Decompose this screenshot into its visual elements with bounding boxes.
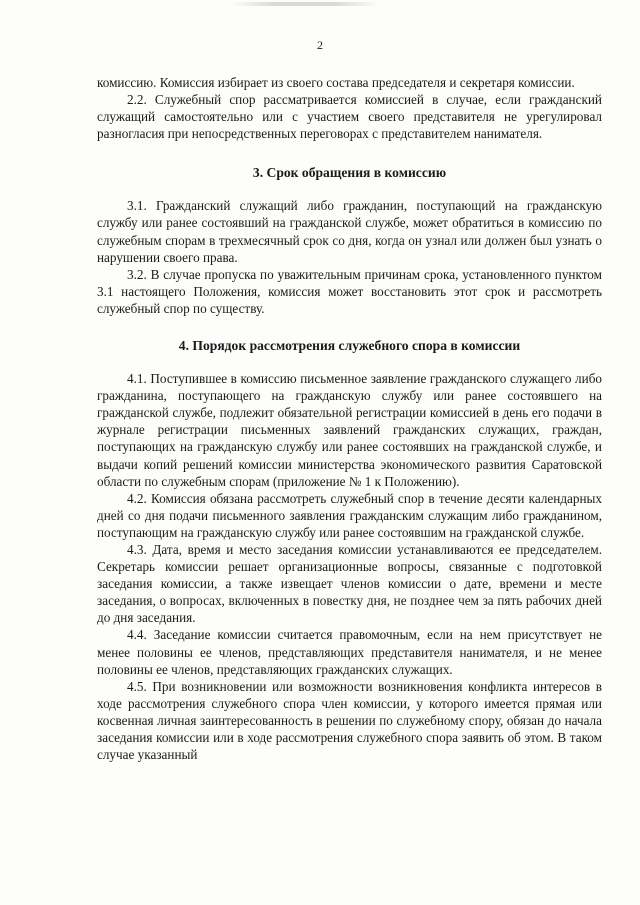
paragraph-2-2: 2.2. Служебный спор рассматривается комиссией в случае, если гражданский служащий самостоятельно или с участием своего представителя не урегулировал разногласия при непосредственных переговорах с представителем нанимателя. [97, 92, 602, 142]
page-number: 2 [317, 38, 323, 52]
paragraph-intro-continuation: комиссию. Комиссия избирает из своего состава председателя и секретаря комиссии. [97, 75, 575, 90]
paragraph-4-4: 4.4. Заседание комиссии считается правомочным, если на нем присутствует не менее половины ее членов, представляющих представителя нанимателя, и не менее половины ее членов, представляющих гражданских служащих. [97, 627, 602, 677]
paragraph-4-5: 4.5. При возникновении или возможности возникновения конфликта интересов в ходе рассмотрения служебного спора член комиссии, у которого имеется прямая или косвенная личная заинтересованность в решении по служебному спору, обязан до начала заседания комиссии или в ходе рассмотрения служебного спора заявить об этом. В таком случае указанный [97, 678, 602, 763]
paragraph-3-2: 3.2. В случае пропуска по уважительным причинам срока, установленного пунктом 3.1 настоящего Положения, комиссия может восстановить этот срок и рассмотреть служебный спор по существу. [97, 266, 602, 316]
paragraph-3-1: 3.1. Гражданский служащий либо гражданин, поступающий на гражданскую службу или ранее состоявший на гражданской службе, может обратиться в комиссию по служебным спорам в трехмесячный срок со дня, когда он узнал или должен был узнать о нарушении своего права. [97, 198, 602, 265]
paragraph-4-3: 4.3. Дата, время и место заседания комиссии устанавливаются ее председателем. Секретарь комиссии решает организационные вопросы, связанные с подготовкой заседания комиссии, а также извещает членов комиссии о дате, времени и месте заседания, о вопросах, включенных в повестку дня, не позднее чем за пять рабочих дней до дня заседания. [97, 541, 602, 626]
paragraph-4-2: 4.2. Комиссия обязана рассмотреть служебный спор в течение десяти календарных дней со дня подачи письменного заявления гражданским служащим либо гражданином, поступающим на гражданскую службу или ранее состоявшим на гражданской службе. [97, 490, 602, 540]
document-body [97, 74, 602, 763]
paragraph-4-1: 4.1. Поступившее в комиссию письменное заявление гражданского служащего либо гражданина, поступающего на гражданскую службу или ранее состоявшего на гражданской службе, подлежит обязательной регистрации комиссией в день его подачи в журнале регистрации письменных заявлений гражданских служащих, граждан, поступающих на гражданскую службу или ранее состоявших на гражданской службе, и выдачи копий решений комиссии министерства экономического развития Саратовской области по служебным спорам (приложение № 1 к Положению). [97, 371, 602, 489]
section-4-heading: 4. Порядок рассмотрения служебного спора в комиссии [178, 338, 521, 354]
scan-artifact [230, 2, 380, 6]
section-3-heading: 3. Срок обращения в комиссию [252, 165, 447, 181]
